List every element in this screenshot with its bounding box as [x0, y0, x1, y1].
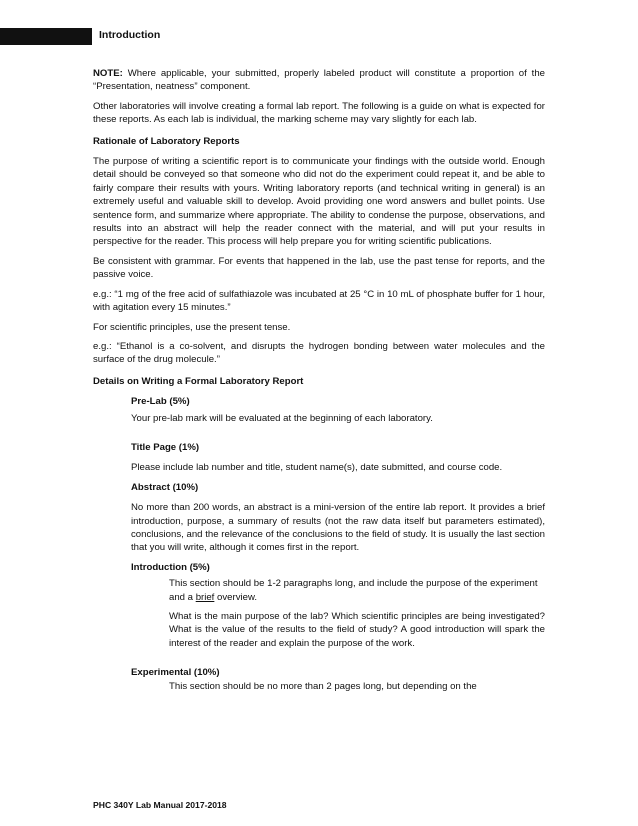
rationale-paragraph-2: Be consistent with grammar. For events that happened in the lab, use the past tense for reports, and the passive voice.	[93, 255, 545, 281]
abstract-title: Abstract (10%)	[131, 481, 199, 493]
note-text: Where applicable, your submitted, properly labeled product will constitute a proportion of the “Presentation, neatness” component.	[93, 68, 545, 93]
rationale-paragraph-3: For scientific principles, use the present tense.	[93, 321, 291, 333]
experimental-section	[131, 666, 545, 679]
rationale-heading: Rationale of Laboratory Reports	[93, 135, 240, 147]
details-heading: Details on Writing a Formal Laboratory Report	[93, 375, 304, 387]
title-page-text: Please include lab number and title, student name(s), date submitted, and course code.	[131, 462, 503, 474]
rationale-example-2: e.g.: “Ethanol is a co-solvent, and disrupts the hydrogen bonding between water molecules and the surface of the drug molecule.”	[93, 340, 545, 366]
introduction-title: Introduction (5%)	[131, 561, 210, 573]
experimental-body	[169, 680, 545, 693]
introduction-body	[169, 577, 545, 650]
experimental-text: This section should be no more than 2 pages long, but depending on the	[169, 680, 477, 692]
document-body	[93, 67, 545, 699]
title-page-section	[131, 441, 545, 475]
page-footer: PHC 340Y Lab Manual 2017-2018	[93, 800, 227, 810]
introduction-section	[131, 561, 545, 574]
prelab-section	[131, 395, 545, 425]
title-page-title: Title Page (1%)	[131, 441, 200, 453]
abstract-text: No more than 200 words, an abstract is a mini-version of the entire lab report. It provides a brief introduction, purpose, a summary of results (not the raw data itself but parameters estimated), conclusions, and the relevance of the conclusions to the field of study. It is usually the last section that you will write, although it comes first in the report.	[131, 502, 545, 554]
header-bar	[0, 28, 92, 45]
page-header-title: Introduction	[99, 29, 161, 41]
intro-paragraph: Other laboratories will involve creating a formal lab report. The following is a guide on what is expected for these reports. As each lab is individual, the marking scheme may vary slightly for each lab.	[93, 100, 545, 126]
rationale-paragraph-1: The purpose of writing a scientific report is to communicate your findings with the outside world. Enough detail should be conveyed so that someone who did not do the experiment could repeat it, and be able to fairly compare their results with yours. Writing laboratory reports (and technical writing in general) is an extremely useful and valuable skill to develop. Avoid providing one word answers and bullet points. Use sentence form, and summarize where appropriate. The ability to condense the purpose, observations, and results into an abstract will help the reader connect with the material, and will put your results in perspective for the reader. This process will help prepare you for writing scientific publications.	[93, 156, 545, 248]
prelab-title: Pre-Lab (5%)	[131, 396, 190, 408]
note-paragraph	[93, 67, 545, 94]
experimental-title: Experimental (10%)	[131, 667, 220, 679]
note-label: NOTE:	[93, 68, 123, 79]
brief-underlined: brief	[195, 591, 215, 603]
abstract-section	[131, 481, 545, 555]
introduction-text-1: This section should be 1-2 paragraphs long, and include the purpose of the experiment and a brief overview.	[169, 578, 538, 603]
rationale-example-1: e.g.: “1 mg of the free acid of sulfathiazole was incubated at 25 °C in 10 mL of phosphate buffer for 1 hour, with agitation every 15 minutes.”	[93, 288, 545, 314]
prelab-text: Your pre-lab mark will be evaluated at the beginning of each laboratory.	[131, 412, 433, 424]
introduction-text-2: What is the main purpose of the lab? Which scientific principles are being investigated? What is the value of the results to the field of study? A good introduction will spark the interest of the reader and explain the purpose of the work.	[169, 611, 545, 649]
